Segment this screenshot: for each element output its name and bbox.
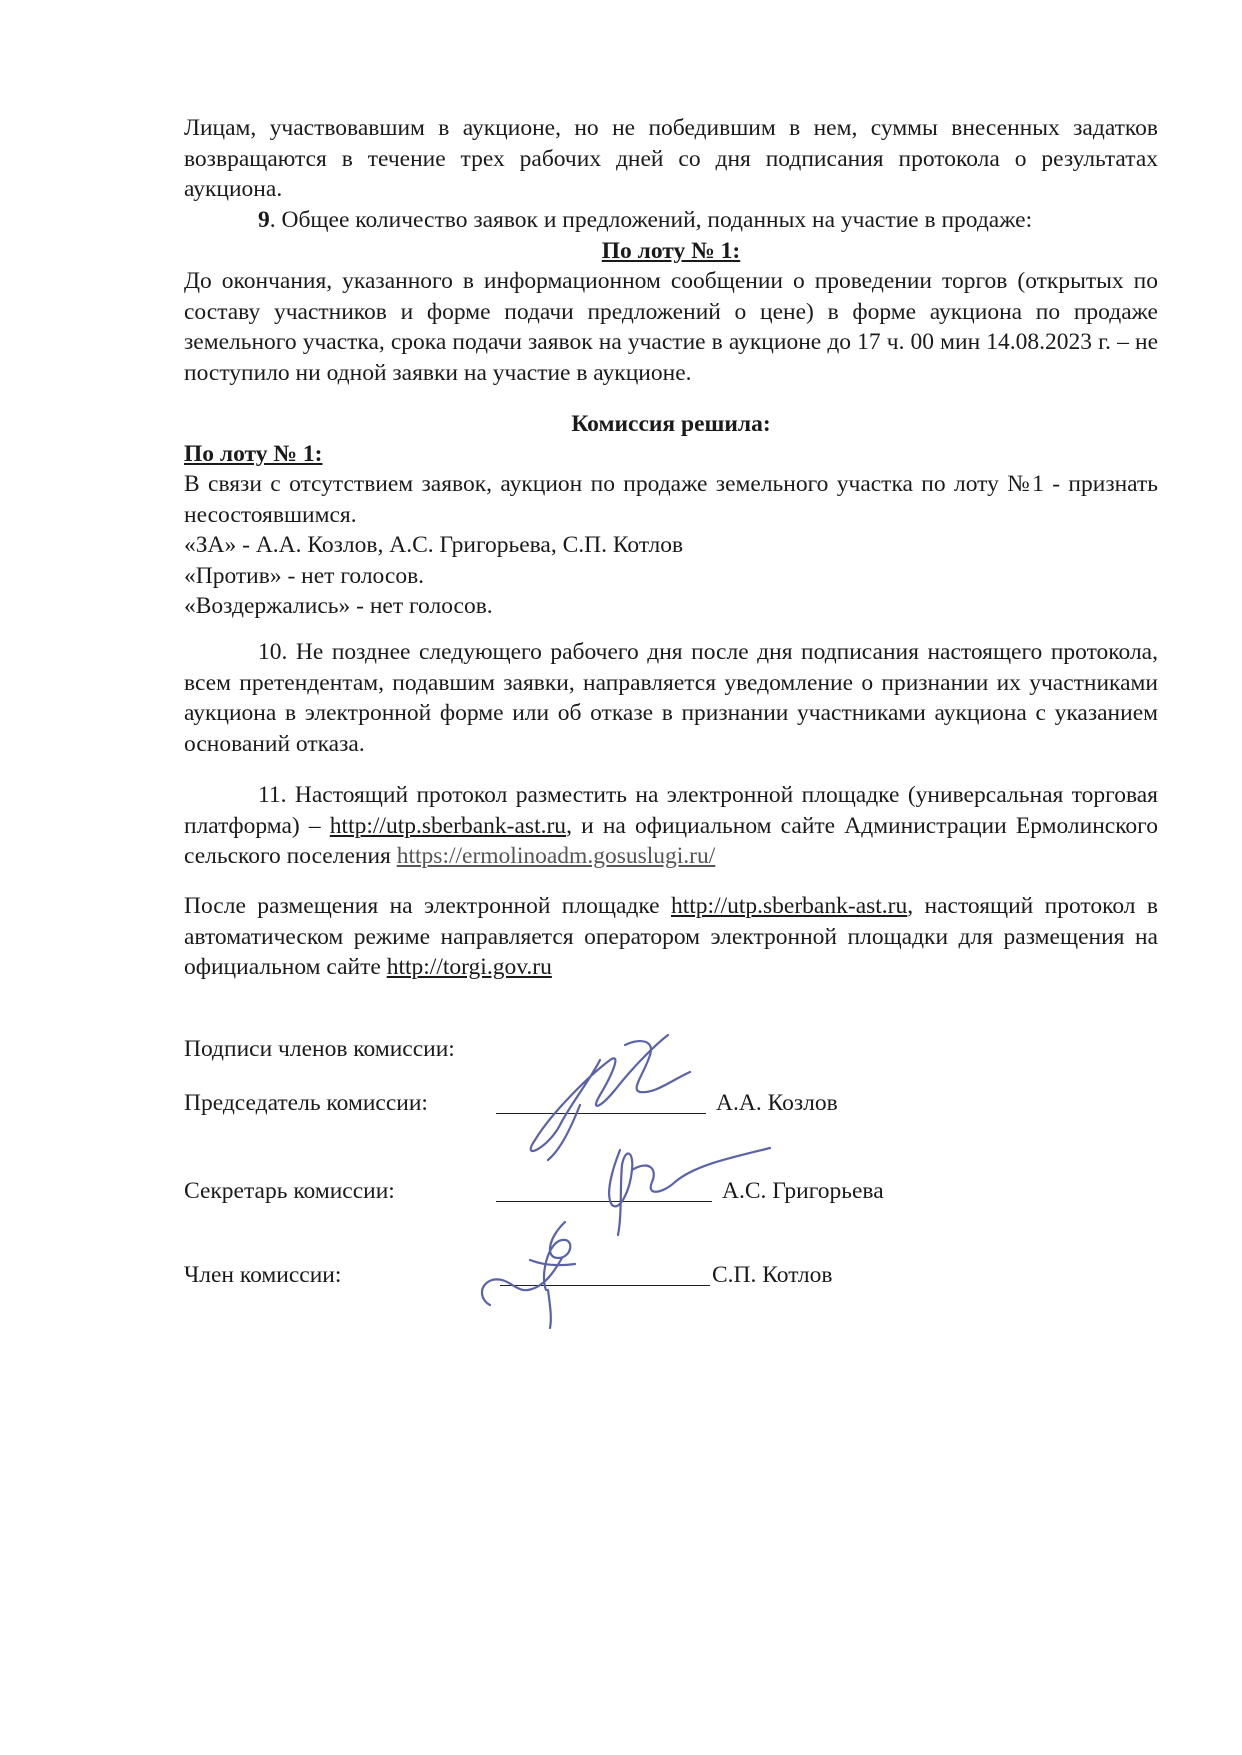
link-ermolino-admin[interactable]: https://ermolinoadm.gosuslugi.ru/ xyxy=(396,843,716,869)
member-role: Член комиссии: xyxy=(184,1262,342,1288)
member-name: С.П. Котлов xyxy=(712,1262,833,1288)
decision-text: В связи с отсутствием заявок, аукцион по продаже земельного участка по лоту №1 - признать несостоявшимся. xyxy=(184,471,1158,528)
item-10: 10. Не позднее следующего рабочего дня после дня подписания настоящего протокола, всем претендентам, подавшим заявки, направляется уведомление о признании их участниками аукциона в электронной форме или об отказе в признании участниками аукциона с указанием оснований отказа. xyxy=(184,639,1158,757)
chair-name: А.А. Козлов xyxy=(716,1090,838,1116)
decision-heading: Комиссия решила: xyxy=(571,411,771,437)
signatures-heading: Подписи членов комиссии: xyxy=(184,1036,455,1062)
link-utp-sberbank[interactable]: http://utp.sberbank-ast.ru xyxy=(329,812,567,839)
after-post-text-middle: , настоящий протокол в автоматическом режиме направляется оператором электронной площадки для размещения на официальном сайте xyxy=(184,893,1158,980)
vote-abstain: «Воздержались» - нет голосов. xyxy=(184,593,493,619)
vote-for: «ЗА» - А.А. Козлов, А.С. Григорьева, С.П. Котлов xyxy=(184,532,684,558)
link-utp-sberbank-2[interactable]: http://utp.sberbank-ast.ru xyxy=(670,893,908,919)
signature-chair xyxy=(531,1035,690,1160)
item-9-number: 9 xyxy=(258,207,270,233)
paragraph-no-bids: До окончания, указанного в информационном сообщении о проведении торгов (открытых по составу участников и форме подачи предложений о цене) в форме аукциона по продаже земельного участка, срока подачи заявок на участие в аукционе до 17 ч. 00 мин 14.08.2023 г. – не поступило ни одной заявки на участие в аукционе. xyxy=(184,268,1158,386)
secretary-role: Секретарь комиссии: xyxy=(184,1178,395,1204)
link-torgi[interactable]: http://torgi.gov.ru xyxy=(386,954,552,980)
item-11-text-before: 11. Настоящий протокол разместить на электронной площадке (универсальная торговая платформа) – xyxy=(184,782,1158,839)
vote-against: «Против» - нет голосов. xyxy=(184,562,425,589)
lot-heading-1: По лоту № 1: xyxy=(601,238,741,264)
item-9-text: . Общее количество заявок и предложений, поданных на участие в продаже: xyxy=(269,207,1033,233)
lot-heading-2: По лоту № 1: xyxy=(184,441,323,467)
paragraph-refund: Лицам, участвовавшим в аукционе, но не победившим в нем, суммы внесенных задатков возвращаются в течение трех рабочих дней со дня подписания протокола о результатах аукциона. xyxy=(184,115,1158,202)
after-post-text-before: После размещения на электронной площадке xyxy=(184,893,671,919)
item-11-text-middle: , и на официальном сайте Администрации Ермолинского сельского поселения xyxy=(184,812,1158,869)
chair-role: Председатель комиссии: xyxy=(184,1090,428,1116)
signature-member xyxy=(482,1222,575,1328)
secretary-name: А.С. Григорьева xyxy=(722,1178,884,1204)
signature-secretary xyxy=(609,1148,770,1235)
